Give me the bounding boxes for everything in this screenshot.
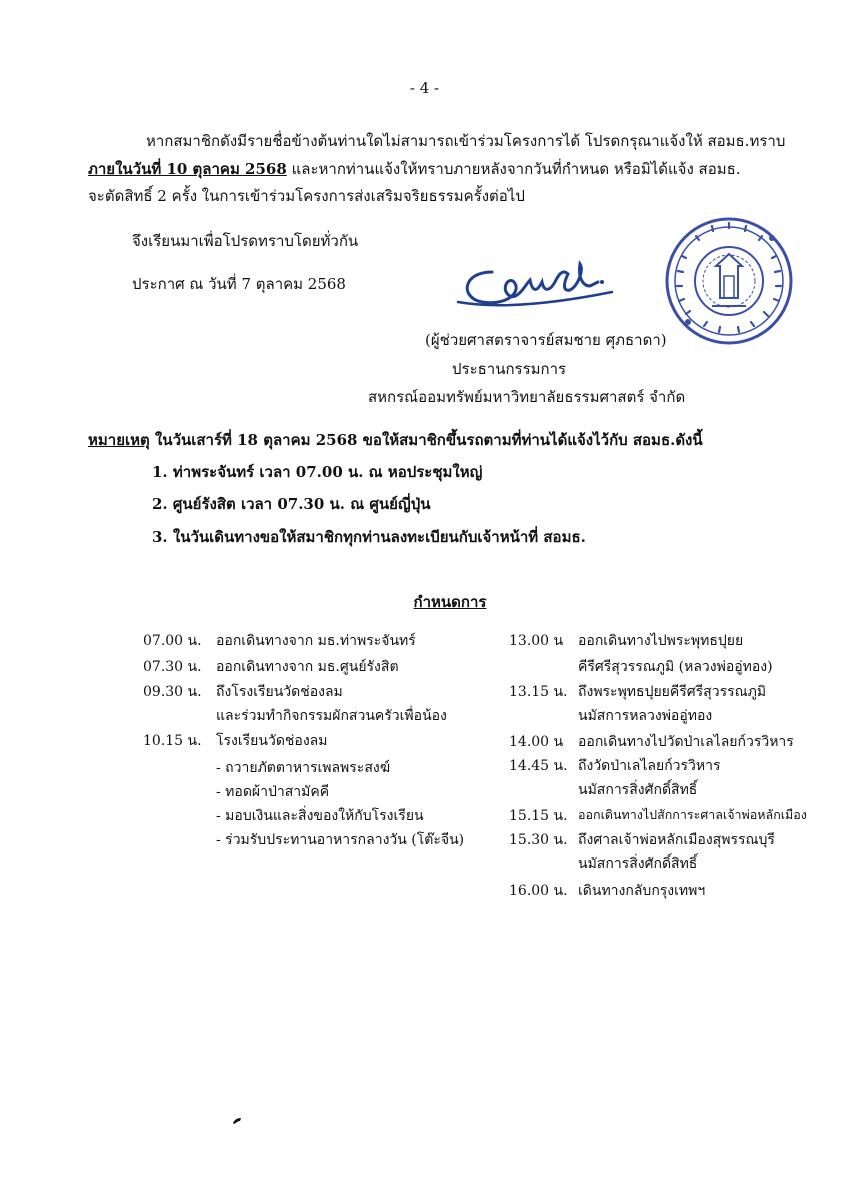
schedule-right-text-5a: ออกเดินทางไปสักการะศาลเจ้าพ่อหลักเมือง	[578, 807, 807, 822]
schedule-right-time-1: 13.00 น	[509, 633, 564, 649]
note-label: หมายเหตุ	[88, 431, 150, 449]
closing-line: จึงเรียนมาเพื่อโปรดทราบโดยทั่วกัน	[132, 232, 359, 250]
note-item-2: 2. ศูนย์รังสิต เวลา 07.30 น. ณ ศูนย์ญี่ปุ่น	[152, 495, 431, 513]
deadline-text: ภายในวันที่ 10 ตุลาคม 2568	[88, 160, 287, 178]
schedule-left-text-1a: ออกเดินทางจาก มธ.ท่าพระจันทร์	[216, 633, 416, 649]
schedule-left-text-2a: ออกเดินทางจาก มธ.ศูนย์รังสิต	[216, 659, 399, 675]
page-number: - 4 -	[409, 79, 440, 97]
schedule-right-time-6: 15.30 น.	[509, 832, 568, 848]
announce-date: ประกาศ ณ วันที่ 7 ตุลาคม 2568	[132, 275, 346, 293]
schedule-left-time-2: 07.30 น.	[143, 659, 202, 675]
schedule-left-time-4: 10.15 น.	[143, 733, 202, 749]
schedule-left-text-4d: - มอบเงินและสิ่งของให้กับโรงเรียน	[216, 808, 424, 824]
signatory-organization: สหกรณ์ออมทรัพย์มหาวิทยาลัยธรรมศาสตร์ จำกัด	[368, 388, 686, 406]
note-text: ในวันเสาร์ที่ 18 ตุลาคม 2568 ขอให้สมาชิกขึ้นรถตามที่ท่านได้แจ้งไว้กับ สอมธ.ดังนี้	[154, 431, 703, 449]
schedule-right-time-5: 15.15 น.	[509, 808, 568, 824]
note-item-3: 3. ในวันเดินทางขอให้สมาชิกทุกท่านลงทะเบียนกับเจ้าหน้าที่ สอมธ.	[152, 528, 586, 546]
schedule-title: กำหนดการ	[413, 593, 487, 611]
intro-line-2-rest: และหากท่านแจ้งให้ทราบภายหลังจากวันที่กำหนด หรือมิได้แจ้ง สอมธ.	[291, 160, 741, 178]
signatory-position: ประธานกรรมการ	[452, 360, 567, 378]
scan-speck	[232, 1117, 242, 1125]
schedule-right-time-2: 13.15 น.	[509, 684, 568, 700]
schedule-right-text-6b: นมัสการสิ่งศักดิ์สิทธิ์	[578, 856, 698, 872]
schedule-right-text-1b: คีรีศรีสุวรรณภูมิ (หลวงพ่ออู่ทอง)	[578, 659, 773, 675]
schedule-right-text-2a: ถึงพระพุทธปุยยคีรีศรีสุวรรณภูมิ	[578, 684, 767, 700]
schedule-right-text-4a: ถึงวัดป่าเลไลยก์วรวิหาร	[578, 758, 721, 774]
schedule-right-text-4b: นมัสการสิ่งศักดิ์สิทธิ์	[578, 782, 698, 798]
schedule-left-time-3: 09.30 น.	[143, 684, 202, 700]
schedule-left-text-4b: - ถวายภัตตาหารเพลพระสงฆ์	[216, 760, 391, 776]
intro-line-3: จะตัดสิทธิ์ 2 ครั้ง ในการเข้าร่วมโครงการส่งเสริมจริยธรรมครั้งต่อไป	[88, 187, 525, 205]
schedule-left-text-4e: - ร่วมรับประทานอาหารกลางวัน (โต๊ะจีน)	[216, 832, 465, 848]
schedule-left-text-4a: โรงเรียนวัดช่องลม	[216, 733, 328, 749]
schedule-left-text-3a: ถึงโรงเรียนวัดช่องลม	[216, 684, 343, 700]
schedule-right-text-7a: เดินทางกลับกรุงเทพฯ	[578, 883, 706, 899]
cooperative-seal-image	[664, 216, 794, 346]
signatory-name: (ผู้ช่วยศาสตราจารย์สมชาย ศุภธาดา)	[425, 331, 667, 349]
schedule-left-text-4c: - ทอดผ้าป่าสามัคคี	[216, 784, 330, 800]
schedule-right-time-7: 16.00 น.	[509, 883, 568, 899]
schedule-right-text-3a: ออกเดินทางไปวัดป่าเลไลยก์วรวิหาร	[578, 734, 794, 750]
schedule-right-text-6a: ถึงศาลเจ้าพ่อหลักเมืองสุพรรณบุรี	[578, 832, 775, 848]
note-line	[88, 430, 703, 450]
schedule-left-time-1: 07.00 น.	[143, 633, 202, 649]
schedule-right-time-3: 14.00 น	[509, 734, 564, 750]
schedule-right-text-1a: ออกเดินทางไปพระพุทธปุยย	[578, 633, 744, 649]
intro-line-2	[88, 159, 741, 179]
schedule-right-text-2b: นมัสการหลวงพ่ออู่ทอง	[578, 708, 713, 724]
signature-image	[452, 252, 622, 314]
note-item-1: 1. ท่าพระจันทร์ เวลา 07.00 น. ณ หอประชุมใหญ่	[152, 463, 483, 481]
schedule-left-text-3b: และร่วมทำกิจกรรมผักสวนครัวเพื่อน้อง	[216, 708, 447, 724]
schedule-right-time-4: 14.45 น.	[509, 758, 568, 774]
intro-line-1: หากสมาชิกดังมีรายชื่อข้างต้นท่านใดไม่สามารถเข้าร่วมโครงการได้ โปรดกรุณาแจ้งให้ สอมธ.ทราบ	[146, 132, 786, 150]
